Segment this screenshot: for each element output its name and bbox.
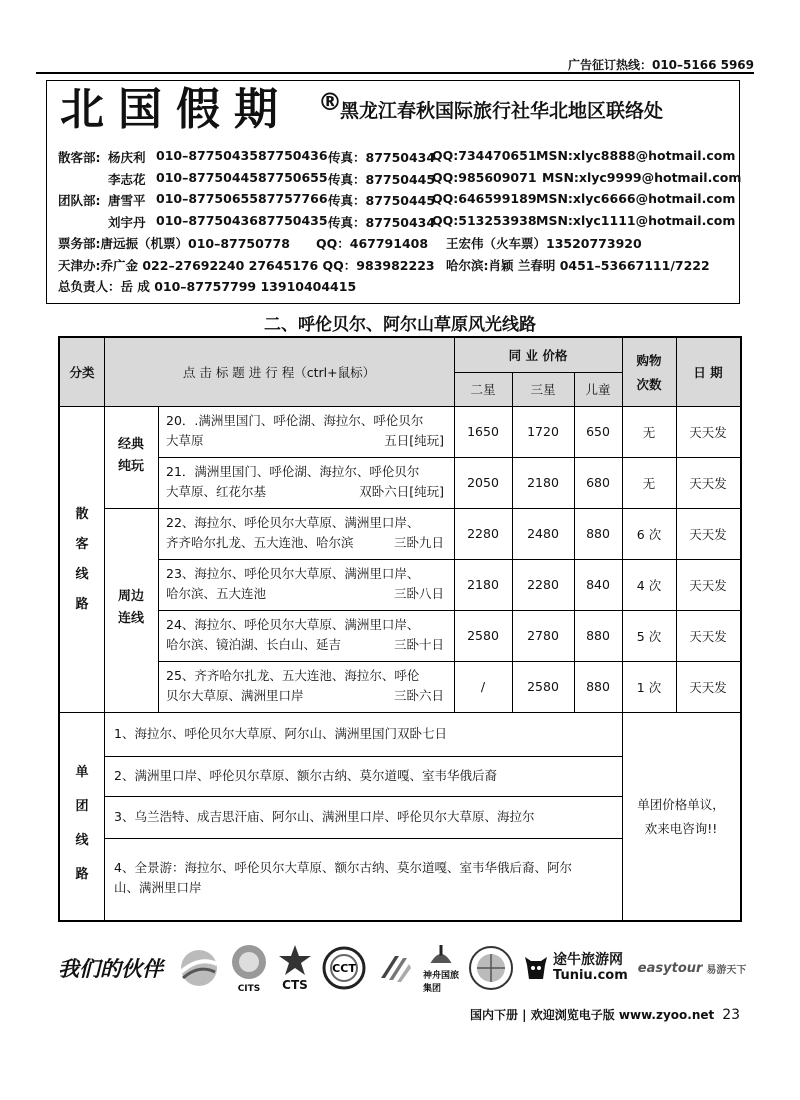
- price-three-star: 2480: [527, 526, 559, 541]
- route-price-table: [58, 336, 742, 922]
- contact-row: [58, 191, 748, 213]
- contact-list: [58, 148, 748, 299]
- departure-date: 天天发: [689, 577, 727, 593]
- ticket-qq: QQ：467791408: [316, 236, 429, 251]
- easytour-logo: easytour 易游天下: [637, 960, 747, 976]
- svg-text:CCT: CCT: [332, 962, 356, 975]
- header-three-star: 三星: [530, 382, 556, 397]
- header-shopping: 购物: [636, 353, 662, 368]
- departure-date: 天天发: [689, 475, 727, 491]
- contact-tel: 87750435: [258, 212, 328, 228]
- contact-tel: 010–87750435: [156, 148, 258, 163]
- route-title-22[interactable]: 22、海拉尔、呼伦贝尔大草原、满洲里口岸、 齐齐哈尔扎龙、五大连池、哈尔滨 三卧九日: [166, 515, 444, 550]
- price-two-star: 2180: [467, 577, 499, 592]
- shopping-count: 无: [642, 475, 656, 491]
- section-title: 二、呼伦贝尔、阿尔山草原风光线路: [264, 315, 536, 335]
- shopping-count: 4 次: [636, 577, 662, 593]
- cct-logo: [321, 942, 367, 994]
- shopping-count: 5 次: [636, 628, 662, 644]
- contact-fax: 传真：87750445: [328, 193, 436, 208]
- header-shopping-count: 次数: [636, 377, 662, 392]
- route-title-23[interactable]: 23、海拉尔、呼伦贝尔大草原、满洲里口岸、 哈尔滨、五大连池 三卧八日: [166, 566, 444, 601]
- route-title-21[interactable]: 21．满洲里国门、呼伦湖、海拉尔、呼伦贝尔 大草原、红花尔基 双卧六日[纯玩]: [166, 464, 444, 499]
- dept-label: 团队部:: [58, 193, 101, 208]
- brand-name: 北国假期: [60, 84, 292, 135]
- contact-qq: QQ:734470651: [432, 148, 537, 163]
- price-two-star: 2050: [467, 475, 499, 490]
- cits-logo: CITS: [229, 942, 269, 994]
- contact-qq: QQ:646599189: [432, 191, 537, 206]
- contact-msn[interactable]: MSN:xlyc8888@hotmail.com: [536, 148, 736, 163]
- departure-date: 天天发: [689, 628, 727, 644]
- stripes-logo-icon: [375, 942, 415, 994]
- price-two-star: /: [480, 679, 486, 694]
- ticket-air: 票务部:唐远振（机票）010–87750778: [58, 236, 290, 251]
- price-child: 880: [586, 526, 610, 541]
- departure-date: 天天发: [689, 424, 727, 440]
- price-child: 880: [586, 628, 610, 643]
- group-route-2[interactable]: 2、满洲里口岸、呼伦贝尔草原、额尔古纳、莫尔道嘎、室韦华俄后裔: [114, 768, 497, 783]
- contact-qq: QQ:513253938: [432, 212, 537, 228]
- header-two-star: 二星: [470, 382, 496, 397]
- contact-msn[interactable]: MSN:xlyc6666@hotmail.com: [536, 191, 736, 206]
- contact-row: [58, 213, 748, 235]
- header-category: 分类: [69, 365, 95, 380]
- registered-mark: ®: [318, 88, 342, 116]
- contact-qq: QQ:985609071: [432, 169, 537, 185]
- route-title-20[interactable]: 20．.满洲里国门、呼伦湖、海拉尔、呼伦贝尔 大草原 五日[纯玩]: [166, 413, 444, 448]
- price-child: 840: [586, 577, 610, 592]
- header-route[interactable]: 点 击 标 题 进 行 程（ctrl+鼠标）: [182, 365, 376, 380]
- contact-tel: 87750655: [258, 169, 328, 185]
- ticket-row: [58, 234, 748, 256]
- general-manager: 总负责人：岳 成 010–87757799 13910404415: [58, 279, 357, 294]
- page-footer: [470, 1006, 750, 1023]
- group-route-4[interactable]: 4、全景游：海拉尔、呼伦贝尔大草原、额尔古纳、莫尔道嘎、室韦华俄后裔、阿尔 山、满洲里口岸: [114, 860, 572, 895]
- category-scattered: 散 客 线 路: [75, 507, 89, 612]
- contact-tel: 010–87750436: [156, 212, 258, 228]
- brand-organization: 黑龙江春秋国际旅行社华北地区联络处: [340, 100, 664, 122]
- top-rule: [36, 72, 754, 74]
- contact-name: 李志花: [108, 171, 146, 187]
- route-title-25[interactable]: 25、齐齐哈尔扎龙、五大连池、海拉尔、呼伦 贝尔大草原、满洲里口岸 三卧六日: [166, 668, 444, 703]
- globe-seal-logo-icon: [467, 942, 515, 994]
- price-child: 680: [586, 475, 610, 490]
- page-number: 23: [722, 1007, 741, 1023]
- contact-fax: 传真：87750445: [328, 171, 436, 187]
- header-trade-price: 同 业 价格: [508, 348, 568, 363]
- departure-date: 天天发: [689, 679, 727, 695]
- price-two-star: 2580: [467, 628, 499, 643]
- contact-tel: 010–87750655: [156, 191, 258, 206]
- contact-name: 唐雪平: [108, 193, 146, 208]
- route-title-24[interactable]: 24、海拉尔、呼伦贝尔大草原、满洲里口岸、 哈尔滨、镜泊湖、长白山、延吉 三卧十日: [166, 617, 444, 652]
- header-date: 日 期: [693, 365, 723, 380]
- price-three-star: 2580: [527, 679, 559, 694]
- price-three-star: 1720: [527, 424, 559, 439]
- grid-line: [158, 406, 159, 712]
- grid-line: [104, 838, 622, 839]
- price-child: 650: [586, 424, 610, 439]
- contact-tel: 87757766: [258, 191, 328, 206]
- footer-text[interactable]: 国内下册 | 欢迎浏览电子版 www.zyoo.net: [470, 1008, 715, 1022]
- group-price-note: 单团价格单议， 欢来电咨询!!: [637, 797, 725, 836]
- departure-date: 天天发: [689, 526, 727, 542]
- price-three-star: 2780: [527, 628, 559, 643]
- group-route-3[interactable]: 3、乌兰浩特、成吉思汗庙、阿尔山、满洲里口岸、呼伦贝尔大草原、海拉尔: [114, 809, 535, 824]
- contact-row: [58, 148, 748, 170]
- category-group: 单 团 线 路: [75, 765, 89, 882]
- contact-msn[interactable]: MSN:xlyc9999@hotmail.com: [542, 169, 742, 185]
- tianjin-office: 天津办:乔广金 022–27692240 27645176 QQ：983982223: [58, 257, 435, 273]
- grid-line: [104, 756, 622, 757]
- cow-icon: [523, 953, 549, 983]
- contact-tel: 010–87750445: [156, 169, 258, 185]
- contact-msn[interactable]: MSN:xlyc1111@hotmail.com: [536, 212, 736, 228]
- harbin-office: 哈尔滨:肖颖 兰春明 0451–53667111/7222: [446, 257, 710, 273]
- contact-row: [58, 170, 748, 192]
- group-nearby: 周边 连线: [117, 589, 144, 626]
- contact-fax: 传真：87750434: [328, 150, 436, 165]
- shenzhou-logo: 神舟国旅集团: [423, 942, 459, 994]
- price-three-star: 2280: [527, 577, 559, 592]
- partners-strip: [58, 934, 747, 1002]
- partners-label: 我们的伙伴: [58, 956, 163, 981]
- shopping-count: 无: [642, 424, 656, 440]
- price-two-star: 2280: [467, 526, 499, 541]
- group-route-1[interactable]: 1、海拉尔、呼伦贝尔大草原、阿尔山、满洲里国门双卧七日: [114, 726, 447, 741]
- price-child: 880: [586, 679, 610, 694]
- contact-fax: 传真：87750434: [328, 214, 436, 230]
- manager-row: [58, 277, 748, 299]
- branch-row: [58, 256, 748, 278]
- cts-logo: CTS: [277, 942, 313, 994]
- price-two-star: 1650: [467, 424, 499, 439]
- group-classic: 经典 纯玩: [117, 437, 144, 474]
- shopping-count: 1 次: [636, 679, 662, 695]
- contact-name: 杨庆利: [108, 150, 146, 165]
- dept-label: 散客部:: [58, 150, 101, 165]
- contact-tel: 87750436: [258, 148, 328, 163]
- shopping-count: 6 次: [636, 526, 662, 542]
- header-child: 儿童: [585, 382, 611, 397]
- grid-line: [104, 796, 622, 797]
- globe-swoosh-logo-icon: [177, 942, 221, 994]
- contact-name: 刘宇丹: [108, 214, 146, 230]
- ad-hotline: 广告征订热线：010–5166 5969: [567, 58, 754, 72]
- price-three-star: 2180: [527, 475, 559, 490]
- grid-line: [60, 712, 740, 713]
- tuniu-logo: 途牛旅游网 Tuniu.com: [523, 952, 628, 984]
- ticket-train: 王宏伟（火车票）13520773920: [446, 236, 642, 251]
